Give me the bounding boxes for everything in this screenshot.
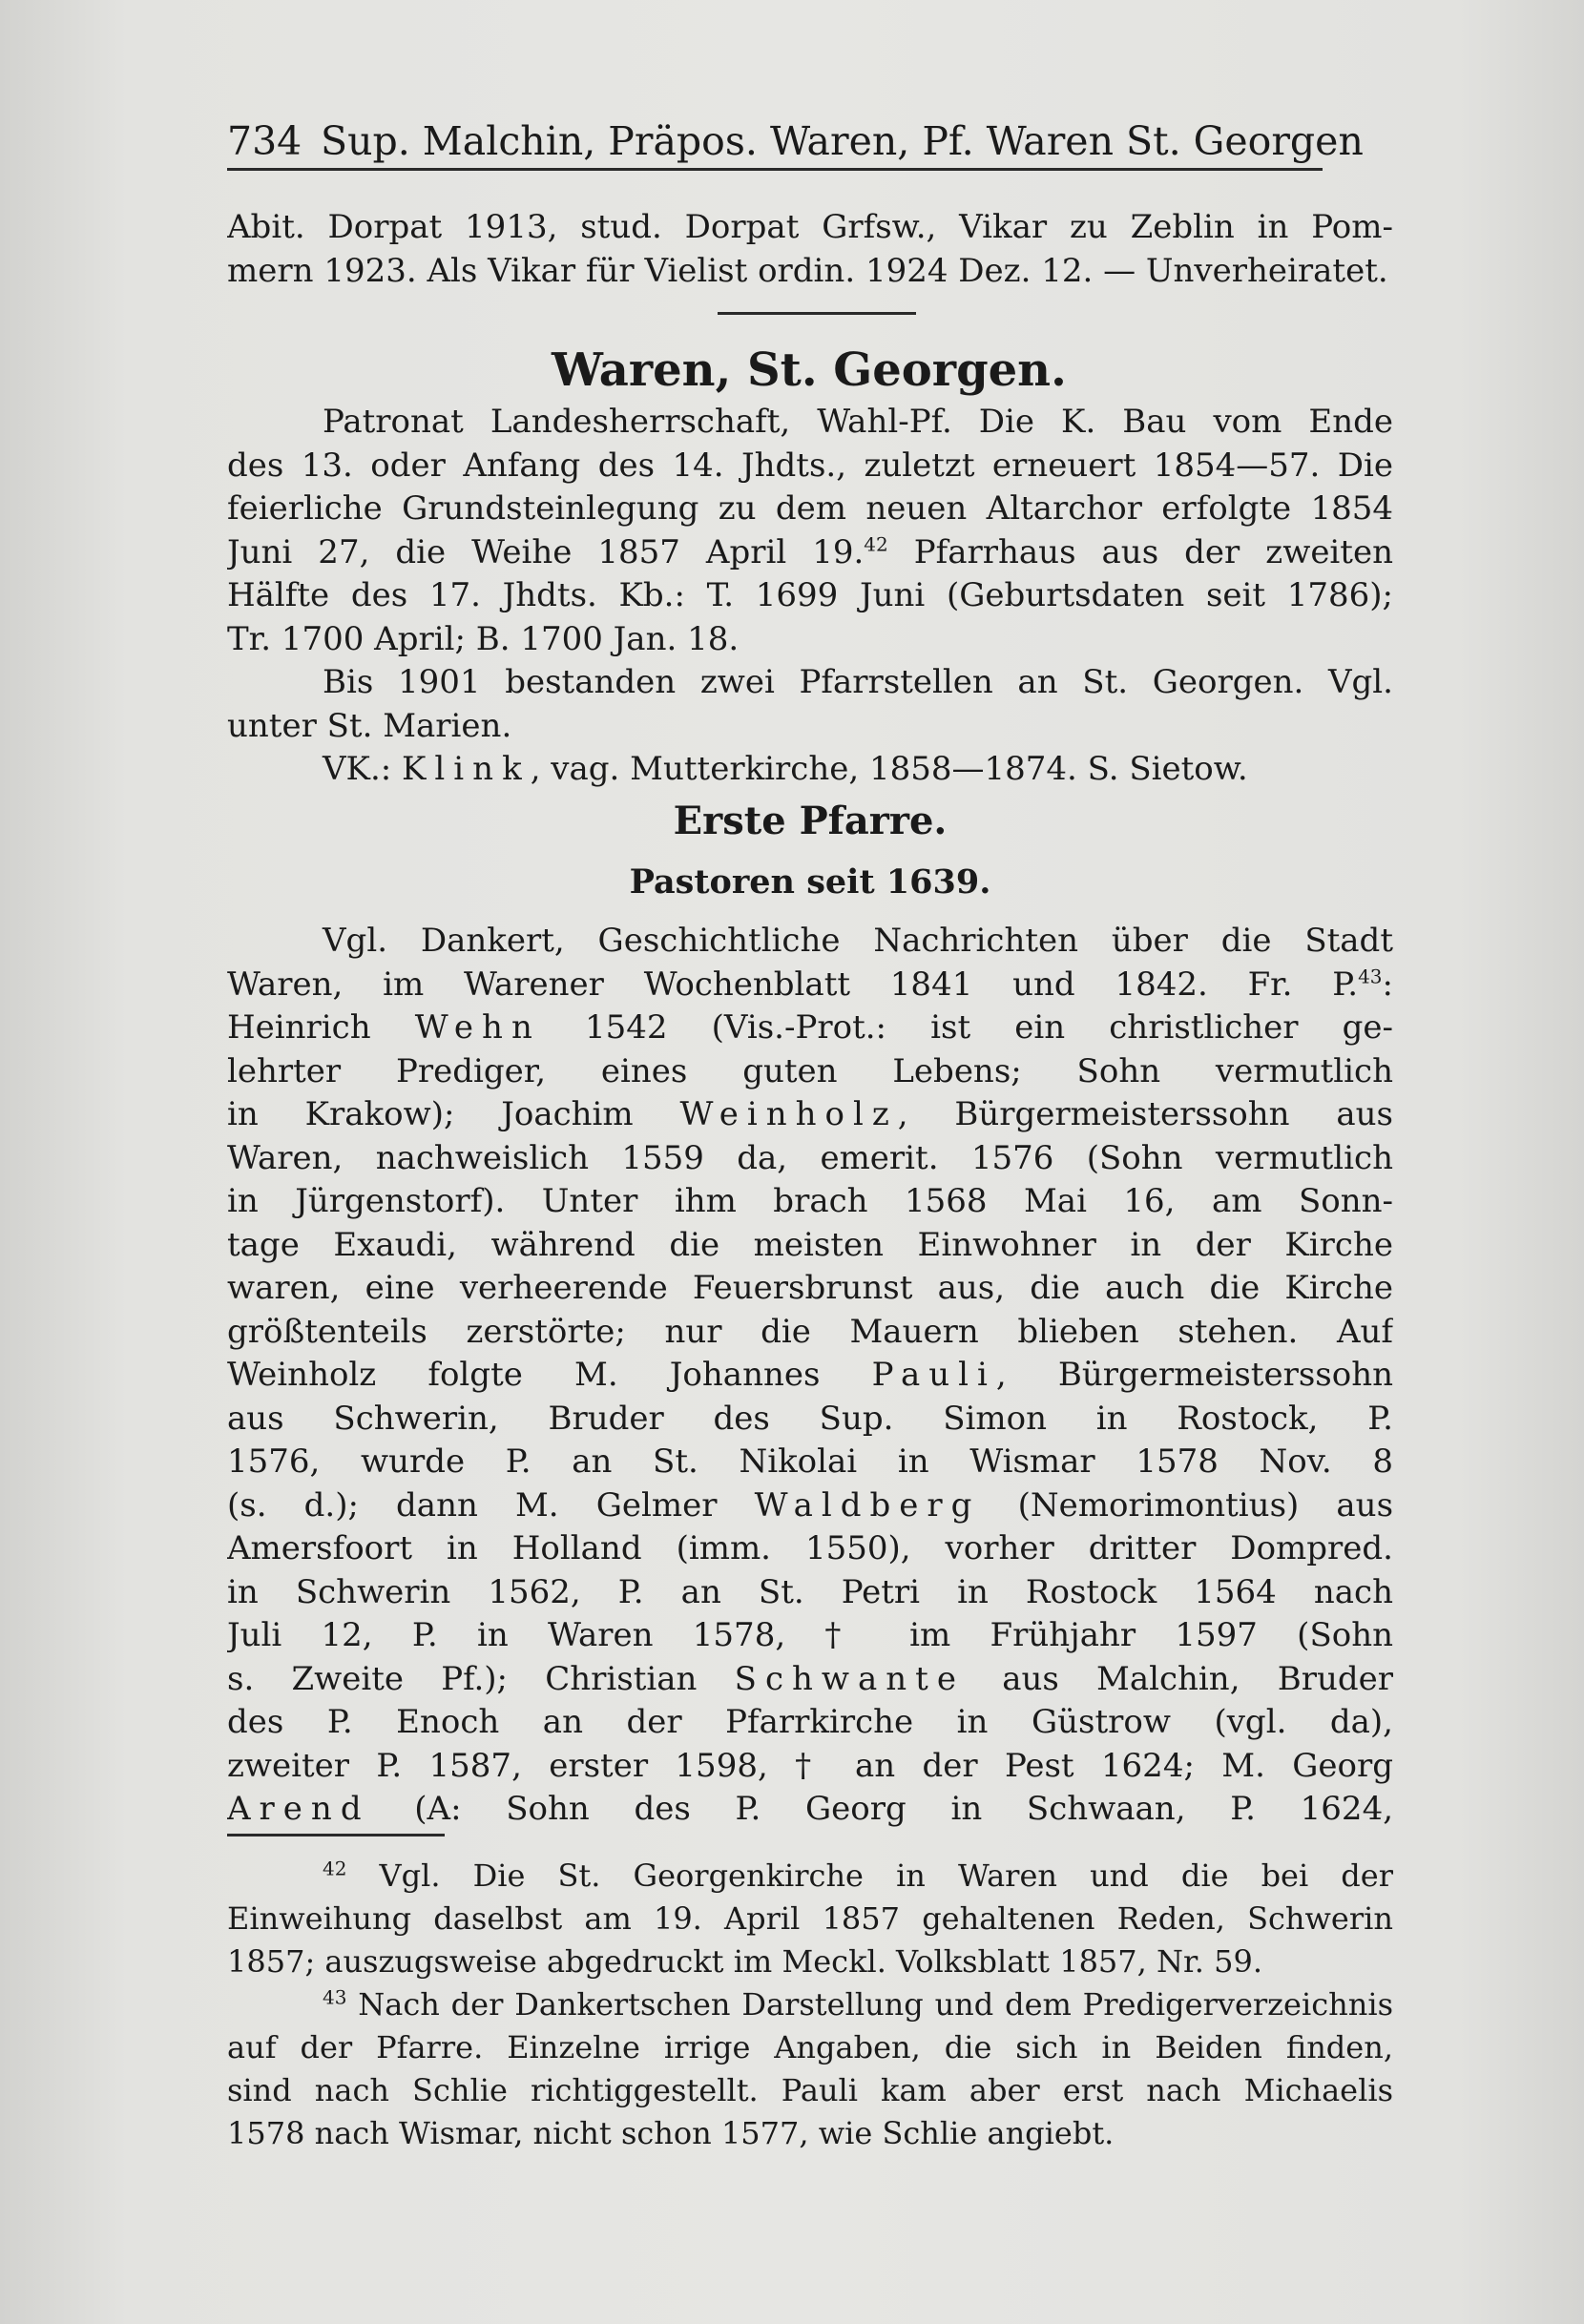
footnote-43-line: sind nach Schlie richtiggestellt. Pauli kam aber erst nach Michaelis — [227, 2072, 1393, 2108]
patronat-paragraph — [227, 401, 1393, 792]
person-name: Waldberg — [754, 1485, 981, 1525]
place-name-klink: Klink — [402, 750, 531, 788]
patronat-line: des 13. oder Anfang des 14. Jhdts., zuletzt erneuert 1854—57. Die — [227, 446, 1393, 485]
running-header — [227, 116, 1364, 166]
body-line: lehrter Prediger, eines guten Lebens; Sohn vermutlich — [227, 1051, 1393, 1090]
body-line: zweiter P. 1587, erster 1598, † an der Pest 1624; M. Georg — [227, 1746, 1393, 1785]
body-line: in Krakow); Joachim Weinholz, Bürgermeisterssohn aus — [227, 1095, 1393, 1133]
body-line: Waren, nachweislich 1559 da, emerit. 1576 (Sohn vermutlich — [227, 1138, 1393, 1177]
patronat-line: Patronat Landesherrschaft, Wahl-Pf. Die K. Bau vom Ende — [323, 403, 1393, 441]
footnote-ref-43: 43 — [1358, 965, 1383, 988]
body-line: s. Zweite Pf.); Christian Schwante aus Malchin, Bruder — [227, 1659, 1393, 1698]
bis-line: unter St. Marien. — [227, 706, 512, 745]
footnote-43-line: auf der Pfarre. Einzelne irrige Angaben, die sich in Beiden finden, — [227, 2029, 1393, 2065]
footnote-42-line: Einweihung daselbst am 19. April 1857 gehaltenen Reden, Schwerin — [227, 1900, 1393, 1937]
person-name: Pauli — [871, 1356, 996, 1394]
patronat-line: Tr. 1700 April; B. 1700 Jan. 18. — [227, 619, 740, 658]
body-line: waren, eine verheerende Feuersbrunst aus, die auch die Kirche — [227, 1269, 1393, 1307]
footnote-43-line: 1578 nach Wismar, nicht schon 1577, wie Schlie angiebt. — [227, 2115, 1115, 2151]
person-name: Weinholz — [679, 1095, 898, 1133]
intro-paragraph — [227, 206, 1393, 293]
body-line: tage Exaudi, während die meisten Einwohner in der Kirche — [227, 1225, 1393, 1264]
body-line: des P. Enoch an der Pfarrkirche in Güstrow (vgl. da), — [227, 1703, 1393, 1741]
patronat-line: Juni 27, die Weihe 1857 April 19.42 Pfarrhaus aus der zweiten — [227, 532, 1393, 571]
body-line: Weinholz folgte M. Johannes Pauli, Bürgermeisterssohn — [227, 1356, 1393, 1394]
patronat-line: feierliche Grundsteinlegung zu dem neuen Altarchor erfolgte 1854 — [227, 489, 1393, 528]
footnote-42-line: $^{42}$ Vgl. Die St. Georgenkirche in Waren und die bei der — [323, 1857, 1393, 1894]
body-line: Waren, im Warener Wochenblatt 1841 und 1842. Fr. P.$^{43}$: — [227, 965, 1393, 1004]
body-line: aus Schwerin, Bruder des Sup. Simon in Rostock, P. — [227, 1399, 1393, 1438]
body-line: in Schwerin 1562, P. an St. Petri in Rostock 1564 nach — [227, 1572, 1393, 1611]
body-line: Arend (A: Sohn des P. Georg in Schwaan, P. 1624, — [227, 1790, 1393, 1828]
body-line: Amersfoort in Holland (imm. 1550), vorher dritter Dompred. — [227, 1529, 1393, 1567]
footnotes — [227, 1855, 1393, 2155]
body-line: Vgl. Dankert, Geschichtliche Nachrichten über die Stadt — [323, 922, 1393, 960]
section-title: Waren, St. Georgen. — [552, 343, 1067, 397]
footnote-43-line: $^{43}$ Nach der Dankertschen Darstellung und dem Predigerverzeichnis — [323, 1985, 1393, 2023]
footnote-42-line: 1857; auszugsweise abgedruckt im Meckl. Volksblatt 1857, Nr. 59. — [227, 1943, 1262, 1980]
body-line: in Jürgenstorf). Unter ihm brach 1568 Mai 16, am Sonn- — [227, 1182, 1393, 1220]
body-line: Heinrich Wehn 1542 (Vis.-Prot.: ist ein christlicher ge- — [227, 1008, 1393, 1047]
footnote-rule — [227, 1834, 445, 1836]
person-name: Schwante — [734, 1659, 965, 1698]
person-name: Wehn — [414, 1008, 541, 1047]
body-line: größtenteils zerstörte; nur die Mauern blieben stehen. Auf — [227, 1312, 1393, 1351]
intro-line: mern 1923. Als Vikar für Vielist ordin. 1924 Dez. 12. — Unverheiratet. — [227, 251, 1388, 290]
footnote-number: 42 — [323, 1857, 347, 1880]
patronat-line: Hälfte des 17. Jhdts. Kb.: T. 1699 Juni (Geburtsdaten seit 1786); — [227, 576, 1393, 614]
person-name: Arend — [227, 1790, 370, 1828]
header-rule — [227, 168, 1323, 171]
vk-line: VK.: Klink, vag. Mutterkirche, 1858—1874. S. Sietow. — [323, 750, 1248, 788]
pastors-paragraph — [227, 920, 1393, 1832]
subsection-title: Erste Pfarre. — [673, 799, 948, 843]
page-number: 734 — [227, 118, 302, 164]
footnote-ref-42: 42 — [864, 532, 888, 556]
body-line: (s. d.); dann M. Gelmer Waldberg (Nemorimontius) aus — [227, 1485, 1393, 1525]
bis-line: Bis 1901 bestanden zwei Pfarrstellen an St. Georgen. Vgl. — [323, 663, 1393, 701]
header-title: Sup. Malchin, Präpos. Waren, Pf. Waren St. Georgen — [321, 118, 1364, 164]
body-line: Juli 12, P. in Waren 1578, † im Frühjahr 1597 (Sohn — [227, 1616, 1393, 1654]
subsection-subtitle: Pastoren seit 1639. — [629, 862, 991, 902]
section-divider — [718, 312, 916, 315]
body-line: 1576, wurde P. an St. Nikolai in Wismar 1578 Nov. 8 — [227, 1442, 1393, 1481]
intro-line: Abit. Dorpat 1913, stud. Dorpat Grfsw., Vikar zu Zeblin in Pom- — [227, 208, 1393, 246]
footnote-number: 43 — [323, 1985, 347, 2009]
